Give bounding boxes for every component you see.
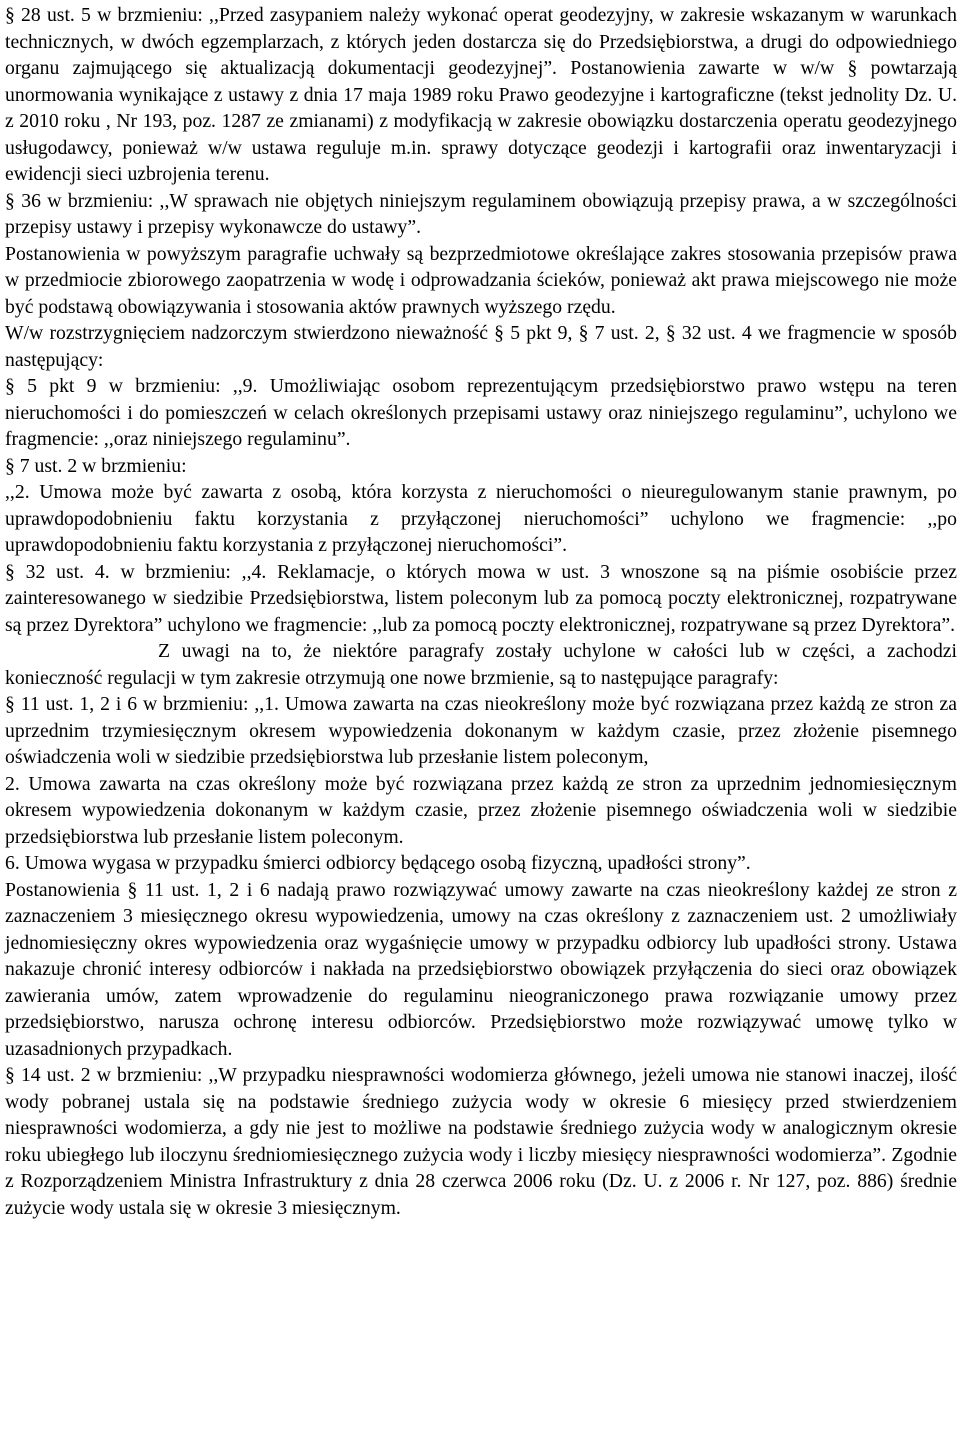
paragraph-11-ust-2: 2. Umowa zawarta na czas określony może być rozwiązana przez każdą ze stron za uprzednim jednomiesięcznym okresem wypowiedzenia dokonanym w każdym czasie, przez złożenie pisemnego oświadczenia woli w siedzibie przedsiębiorstwa lub przesłanie listem poleconym. <box>5 772 957 848</box>
paragraph-32-ust-4: § 32 ust. 4. w brzmieniu: ,,4. Reklamacje, o których mowa w ust. 3 wnoszone są na piśmie osobiście przez zainteresowanego w siedzibie Przedsiębiorstwa, listem poleconym lub za pomocą poczty elektronicznej, rozpatrywane są przez Dyrektora” uchylono we fragmencie: ,,lub za pomocą poczty elektronicznej, rozpatrywane są przez Dyrektora”. <box>5 560 957 636</box>
paragraph-11-comment: Postanowienia § 11 ust. 1, 2 i 6 nadają prawo rozwiązywać umowy zawarte na czas nieokreślony każdej ze stron z zaznaczeniem 3 miesięcznego okresu wypowiedzenia, umowy na czas określony z zaznaczeniem ust. 2 umożliwiały jednomiesięczny okres wypowiedzenia oraz wygaśnięcie umowy w przypadku odbiorcy lub upadłości strony. Ustawa nakazuje chronić interesy odbiorców i nakłada na przedsiębiorstwo obowiązek przyłączenia do sieci oraz obowiązek zawierania umów, zatem wprowadzenie do regulaminu nieograniczonego prawa rozwiązanie umowy przez przedsiębiorstwo, narusza ochronę interesu odbiorców. Przedsiębiorstwo może rozwiązywać umowę tylko w uzasadnionych przypadkach. <box>5 878 957 1060</box>
paragraph-z-uwagi: Z uwagi na to, że niektóre paragrafy zostały uchylone w całości lub w części, a zachodzi konieczność regulacji w tym zakresie otrzymują one nowe brzmienie, są to następujące paragrafy: <box>5 640 957 689</box>
paragraph-11-ust-6: 6. Umowa wygasa w przypadku śmierci odbiorcy będącego osobą fizyczną, upadłości strony”. <box>5 852 751 874</box>
paragraph-rozstrzygniecie: W/w rozstrzygnięciem nadzorczym stwierdzono nieważność § 5 pkt 9, § 7 ust. 2, § 32 ust. 4 we fragmencie w sposób następujący: <box>5 322 957 371</box>
paragraph-postanowienia-comment: Postanowienia w powyższym paragrafie uchwały są bezprzedmiotowe określające zakres stosowania przepisów prawa w przedmiocie zbiorowego zaopatrzenia w wodę i odprowadzania ścieków, ponieważ akt prawa miejscowego nie może być podstawą obowiązywania i stosowania aktów prawnych wyższego rzędu. <box>5 242 957 318</box>
paragraph-28-ust-5: § 28 ust. 5 w brzmieniu: ,,Przed zasypaniem należy wykonać operat geodezyjny, w zakresie wskazanym w warunkach technicznych, w dwóch egzemplarzach, z których jeden dostarcza się do Przedsiębiorstwa, a drugi do odpowiedniego organu zajmującego się aktualizacją dokumentacji geodezyjnej”. Postanowienia zawarte w w/w § powtarzają unormowania wynikające z ustawy z dnia 17 maja 1989 roku Prawo geodezyjne i kartograficzne (tekst jednolity Dz. U. z 2010 roku , Nr 193, poz. 1287 ze zmianami) z modyfikacją w zakresie obowiązku dostarczenia operatu geodezyjnego usługodawcy, ponieważ w/w ustawa reguluje m.in. sprawy dotyczące geodezji i kartografii oraz inwentaryzacji i ewidencji sieci uzbrojenia terenu. <box>5 4 957 185</box>
paragraph-36: § 36 w brzmieniu: ,,W sprawach nie objętych niniejszym regulaminem obowiązują przepisy prawa, a w szczególności przepisy ustawy i przepisy wykonawcze do ustawy”. <box>5 189 957 238</box>
paragraph-7-ust-2-heading: § 7 ust. 2 w brzmieniu: <box>5 454 187 477</box>
paragraph-7-ust-2-text: ,,2. Umowa może być zawarta z osobą, która korzysta z nieruchomości o nieuregulowanym stanie prawnym, po uprawdopodobnieniu faktu korzystania z przyłączonej nieruchomości” uchylono we fragmencie: ,,po uprawdopodobnieniu faktu korzystania z przyłączonej nieruchomości”. <box>5 481 957 556</box>
paragraph-14-ust-2: § 14 ust. 2 w brzmieniu: ,,W przypadku niesprawności wodomierza głównego, jeżeli umowa nie stanowi inaczej, ilość wody pobranej ustala się na podstawie średniego zużycia wody w okresie 6 miesięcy przed stwierdzeniem niesprawności wodomierza, a gdy nie jest to możliwe na podstawie średniego zużycia wody w analogicznym okresie roku ubiegłego lub iloczynu średniomiesięcznego zużycia wody i liczby miesięcy niesprawności wodomierza”. Zgodnie z Rozporządzeniem Ministra Infrastruktury z dnia 28 czerwca 2006 roku (Dz. U. z 2006 r. Nr 127, poz. 886) średnie zużycie wody ustala się w okresie 3 miesięcznym. <box>5 1064 957 1219</box>
paragraph-5-pkt-9: § 5 pkt 9 w brzmieniu: ,,9. Umożliwiając osobom reprezentującym przedsiębiorstwo prawo wstępu na teren nieruchomości i do pomieszczeń w celach określonych przepisami ustawy oraz niniejszego regulaminu”, uchylono we fragmencie: ,,oraz niniejszego regulaminu”. <box>5 375 957 450</box>
paragraph-11-ust-1: § 11 ust. 1, 2 i 6 w brzmieniu: ,,1. Umowa zawarta na czas nieokreślony może być rozwiązana przez każdą ze stron za uprzednim trzymiesięcznym okresem wypowiedzenia dokonanym w każdym czasie, przez złożenie pisemnego oświadczenia woli w siedzibie przedsiębiorstwa lub przesłanie listem poleconym, <box>5 693 957 768</box>
